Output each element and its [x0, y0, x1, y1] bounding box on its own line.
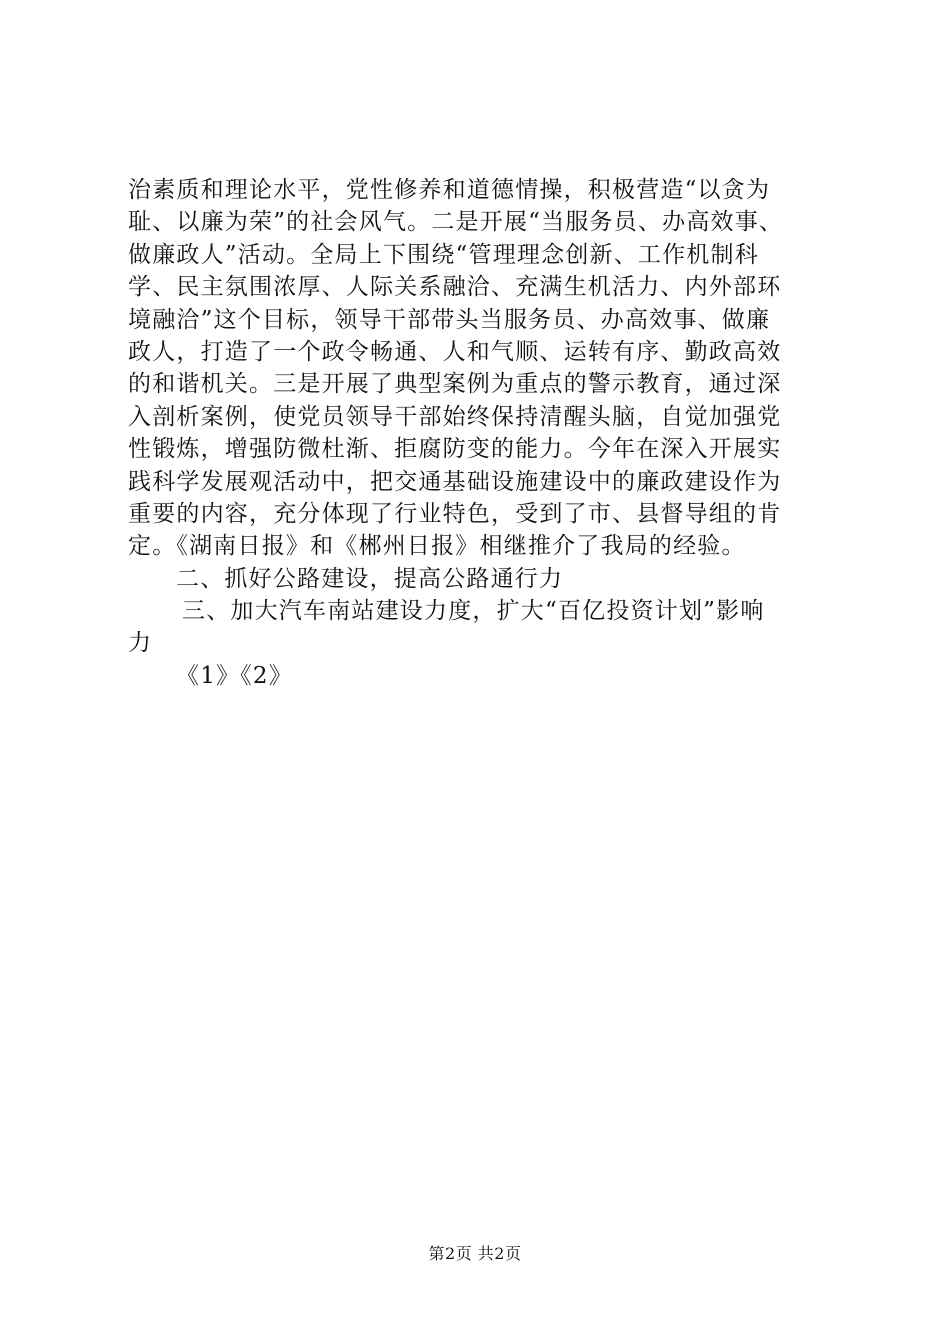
paragraph-line: 治素质和理论水平，党性修养和道德情操，积极营造“以贪为	[128, 177, 771, 203]
section-heading-2: 二、抓好公路建设，提高公路通行力	[176, 565, 564, 592]
section-heading-3-continuation: 力	[128, 630, 153, 657]
document-body	[128, 174, 828, 692]
paragraph-line: 重要的内容，充分体现了行业特色，受到了市、县督导组的肯	[128, 500, 782, 527]
paragraph-line: 耻、以廉为荣”的社会风气。二是开展“当服务员、办高效事、	[128, 209, 784, 236]
paragraph-line: 入剖析案例，使党员领导干部始终保持清醒头脑，自觉加强党	[128, 403, 782, 430]
paragraph-line: 践科学发展观活动中，把交通基础设施建设中的廉政建设作为	[128, 468, 782, 495]
reference-list: 《1》《2》	[176, 662, 293, 689]
page-number-footer: 第2页 共2页	[428, 1244, 522, 1263]
section-heading-3: 三、加大汽车南站建设力度，扩大“百亿投资计划”影响	[182, 598, 765, 625]
paragraph-line: 境融洽”这个目标，领导干部带头当服务员、办高效事、做廉	[128, 306, 771, 333]
paragraph-line: 性锻炼，增强防微杜渐、拒腐防变的能力。今年在深入开展实	[128, 436, 782, 463]
paragraph-line: 政人，打造了一个政令畅通、人和气顺、运转有序、勤政高效	[128, 338, 782, 365]
paragraph-line: 学、民主氛围浓厚、人际关系融洽、充满生机活力、内外部环	[128, 274, 782, 301]
paragraph-line: 定。《湖南日报》和《郴州日报》相继推介了我局的经验。	[128, 533, 746, 560]
paragraph-line: 的和谐机关。三是开展了典型案例为重点的警示教育，通过深	[128, 371, 782, 398]
paragraph-line: 做廉政人”活动。全局上下围绕“管理理念创新、工作机制科	[128, 241, 759, 268]
